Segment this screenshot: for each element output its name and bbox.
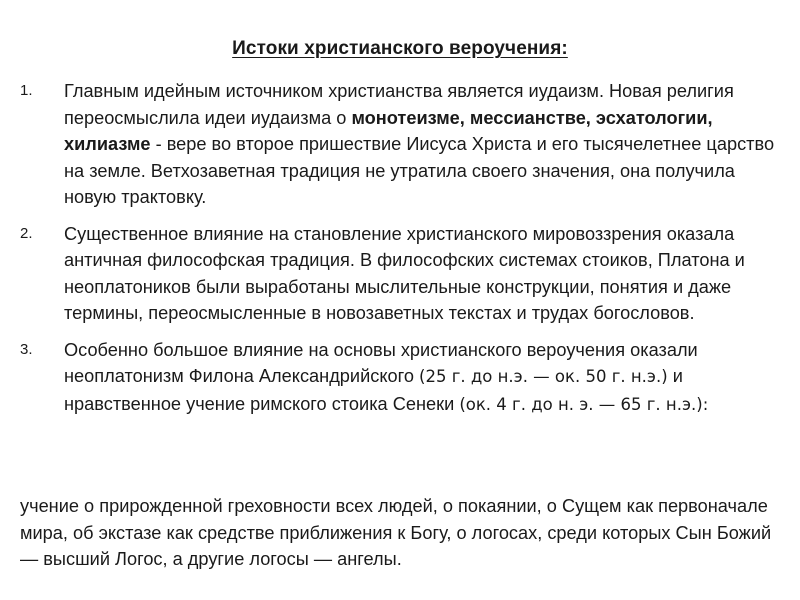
list-item-number: 2.	[20, 224, 33, 242]
list-item-1	[20, 78, 780, 211]
dates-seneca: (ок. 4 г. до н. э. — 65 г. н.э.):	[459, 394, 709, 414]
list-item-text: Главным идейным источником христианства является иудаизм. Новая религия переосмыслила идеи иудаизма о	[64, 81, 734, 128]
list-item-text-cont: - вере во второе пришествие Иисуса Христа и его тысячелетнее царство на земле. Ветхозаветная традиция не утратила своего значения, она получила новую трактовку.	[64, 134, 775, 207]
bold-terms: монотеизме, мессианстве, эсхатологии, хилиазме	[64, 107, 713, 154]
list-item-2	[20, 221, 780, 327]
dates-philo: (25 г. до н.э. — ок. 50 г. н.э.)	[419, 367, 668, 386]
numbered-list	[20, 78, 780, 428]
list-item-text: Существенное влияние на становление христианского мировоззрения оказала античная философская традиция. В философских системах стоиков, Платона и неоплатоников были выработаны мыслительные конструкции, понятия и даже термины, переосмысленные в новозаветных текстах и трудах богословов.	[64, 223, 745, 323]
list-item-text-cont: и нравственное учение римского стоика Сенеки	[64, 366, 683, 414]
list-item-number: 3.	[20, 340, 33, 358]
list-item-3	[20, 337, 780, 419]
list-item-number: 1.	[20, 82, 33, 99]
continuation-paragraph: учение о прирожденной греховности всех людей, о покаянии, о Сущем как первоначале мира, об экстазе как средстве приближения к Богу, о логосах, среди которых Сын Божий — высший Логос, а другие логосы — ангелы.	[20, 496, 772, 569]
list-item-text: Особенно большое влияние на основы христианского вероучения оказали неоплатонизм Филона Александрийского	[64, 339, 698, 386]
slide-title: Истоки христианского вероучения:	[232, 38, 568, 59]
